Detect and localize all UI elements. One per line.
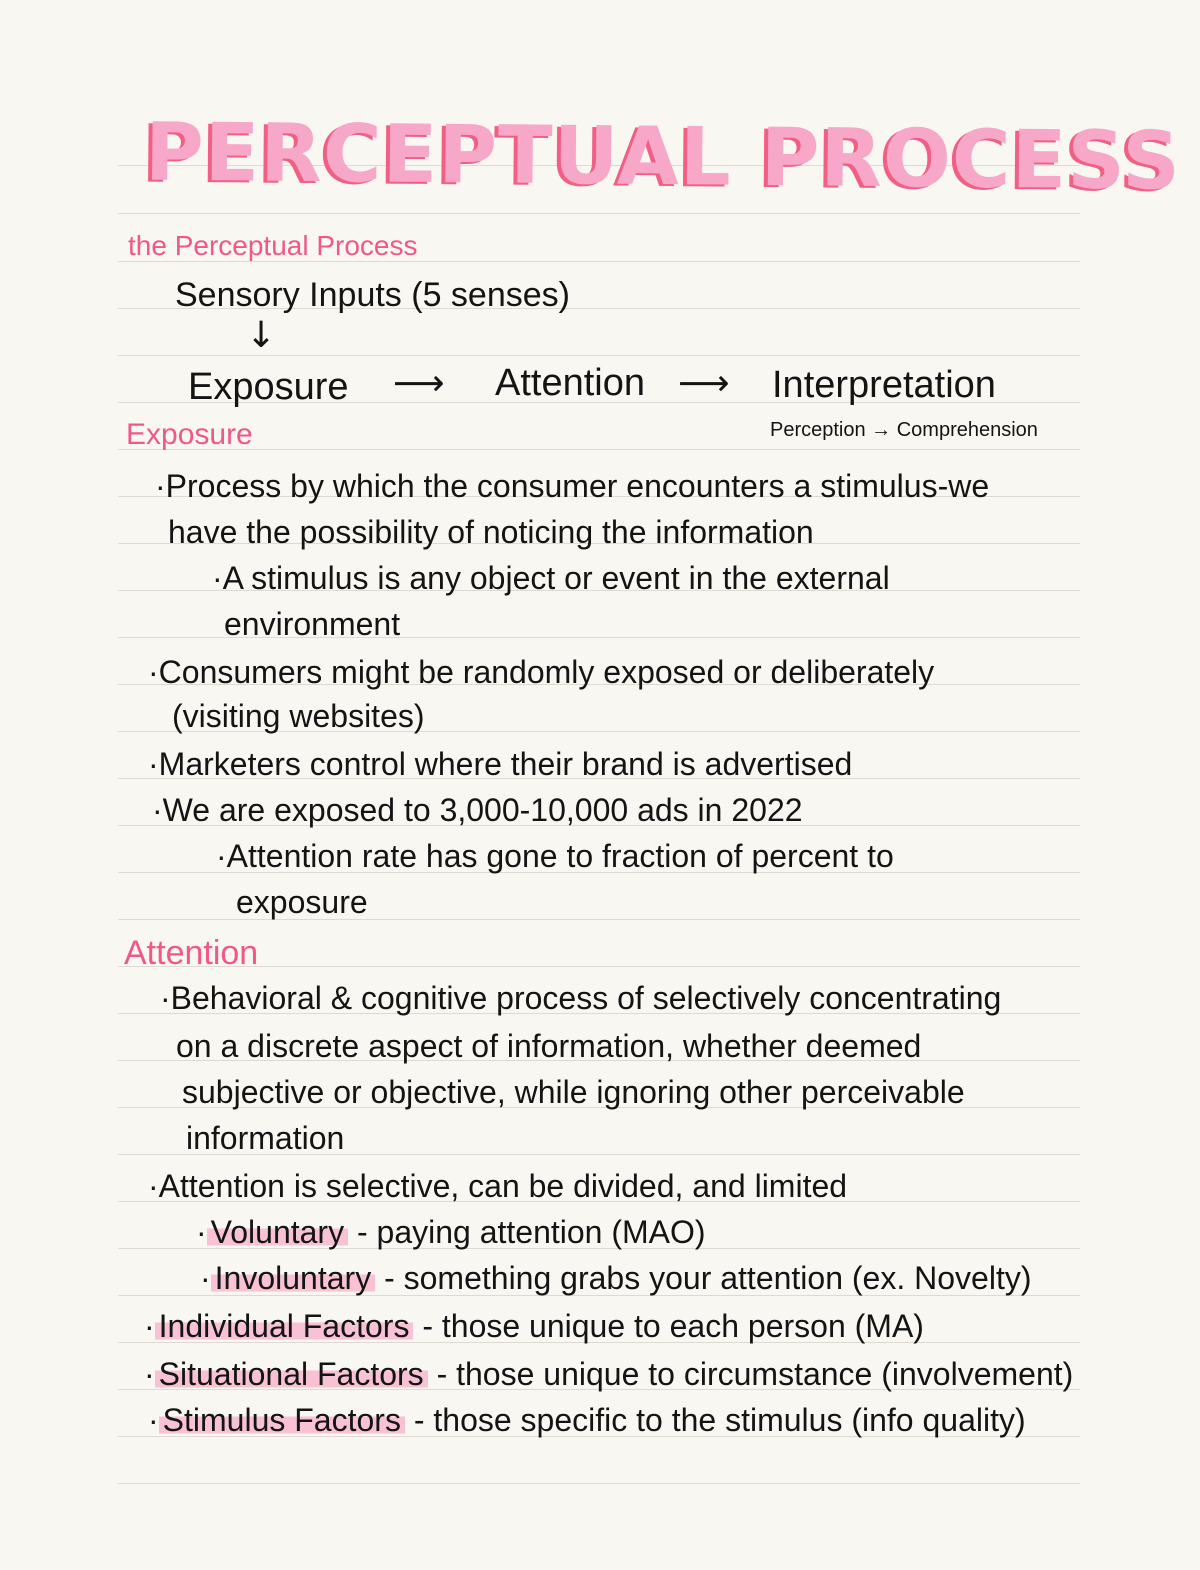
bullet: · bbox=[144, 1356, 155, 1392]
note-line: ·Attention rate has gone to fraction of percent to bbox=[216, 838, 894, 874]
note-line: ·Consumers might be randomly exposed or deliberately bbox=[148, 654, 935, 690]
term-description: - something grabs your attention (ex. Novelty) bbox=[375, 1260, 1032, 1296]
rule-line bbox=[118, 449, 1080, 450]
attention-heading: Attention bbox=[124, 934, 259, 972]
term-description: - paying attention (MAO) bbox=[348, 1214, 706, 1250]
highlighted-term: Voluntary bbox=[207, 1214, 348, 1250]
flow-interpretation: Interpretation bbox=[772, 364, 996, 406]
rule-line bbox=[118, 213, 1080, 214]
process-heading: the Perceptual Process bbox=[128, 230, 418, 261]
list-item bbox=[144, 1358, 1073, 1390]
list-item bbox=[144, 1310, 924, 1342]
highlighted-term: Involuntary bbox=[211, 1260, 376, 1296]
bullet: · bbox=[200, 1260, 211, 1296]
note-line: have the possibility of noticing the information bbox=[168, 514, 814, 550]
rule-line bbox=[118, 966, 1080, 967]
right-arrow-icon: ⟶ bbox=[393, 363, 445, 404]
bullet: · bbox=[196, 1214, 207, 1250]
note-line: subjective or objective, while ignoring other perceivable bbox=[182, 1074, 965, 1110]
highlighted-term: Stimulus Factors bbox=[159, 1402, 405, 1438]
note-line: (visiting websites) bbox=[172, 698, 425, 734]
flow-exposure: Exposure bbox=[188, 366, 349, 408]
note-line: on a discrete aspect of information, whether deemed bbox=[176, 1028, 922, 1064]
list-item bbox=[200, 1262, 1031, 1294]
note-line: information bbox=[186, 1120, 345, 1156]
down-arrow-icon: ↓ bbox=[246, 315, 277, 356]
flow-attention: Attention bbox=[495, 362, 645, 404]
right-arrow-icon: ⟶ bbox=[678, 363, 730, 404]
note-line: ·We are exposed to 3,000-10,000 ads in 2022 bbox=[152, 792, 803, 828]
list-item bbox=[196, 1216, 706, 1248]
term-description: - those specific to the stimulus (info quality) bbox=[404, 1402, 1026, 1438]
exposure-heading: Exposure bbox=[126, 418, 253, 451]
note-line: ·Process by which the consumer encounters a stimulus-we bbox=[155, 468, 990, 504]
note-line: environment bbox=[224, 606, 401, 642]
highlighted-term: Individual Factors bbox=[155, 1308, 414, 1344]
term-description: - those unique to circumstance (involvement) bbox=[427, 1356, 1074, 1392]
highlighted-term: Situational Factors bbox=[155, 1356, 428, 1392]
note-line: exposure bbox=[236, 884, 368, 920]
rule-line bbox=[118, 1483, 1080, 1484]
page-title: PERCEPTUAL PROCESS bbox=[144, 105, 1182, 208]
interpretation-note: Perception → Comprehension bbox=[770, 419, 1038, 441]
note-line: ·Marketers control where their brand is advertised bbox=[148, 746, 853, 782]
note-line: ·Attention is selective, can be divided, and limited bbox=[148, 1168, 848, 1204]
note-line: ·A stimulus is any object or event in the external bbox=[212, 560, 890, 596]
rule-line bbox=[118, 261, 1080, 262]
list-item bbox=[148, 1404, 1026, 1436]
sensory-inputs-text: Sensory Inputs (5 senses) bbox=[175, 276, 570, 314]
note-line: ·Behavioral & cognitive process of selectively concentrating bbox=[160, 980, 1002, 1016]
bullet: · bbox=[144, 1308, 155, 1344]
term-description: - those unique to each person (MA) bbox=[413, 1308, 924, 1344]
bullet: · bbox=[148, 1402, 159, 1438]
